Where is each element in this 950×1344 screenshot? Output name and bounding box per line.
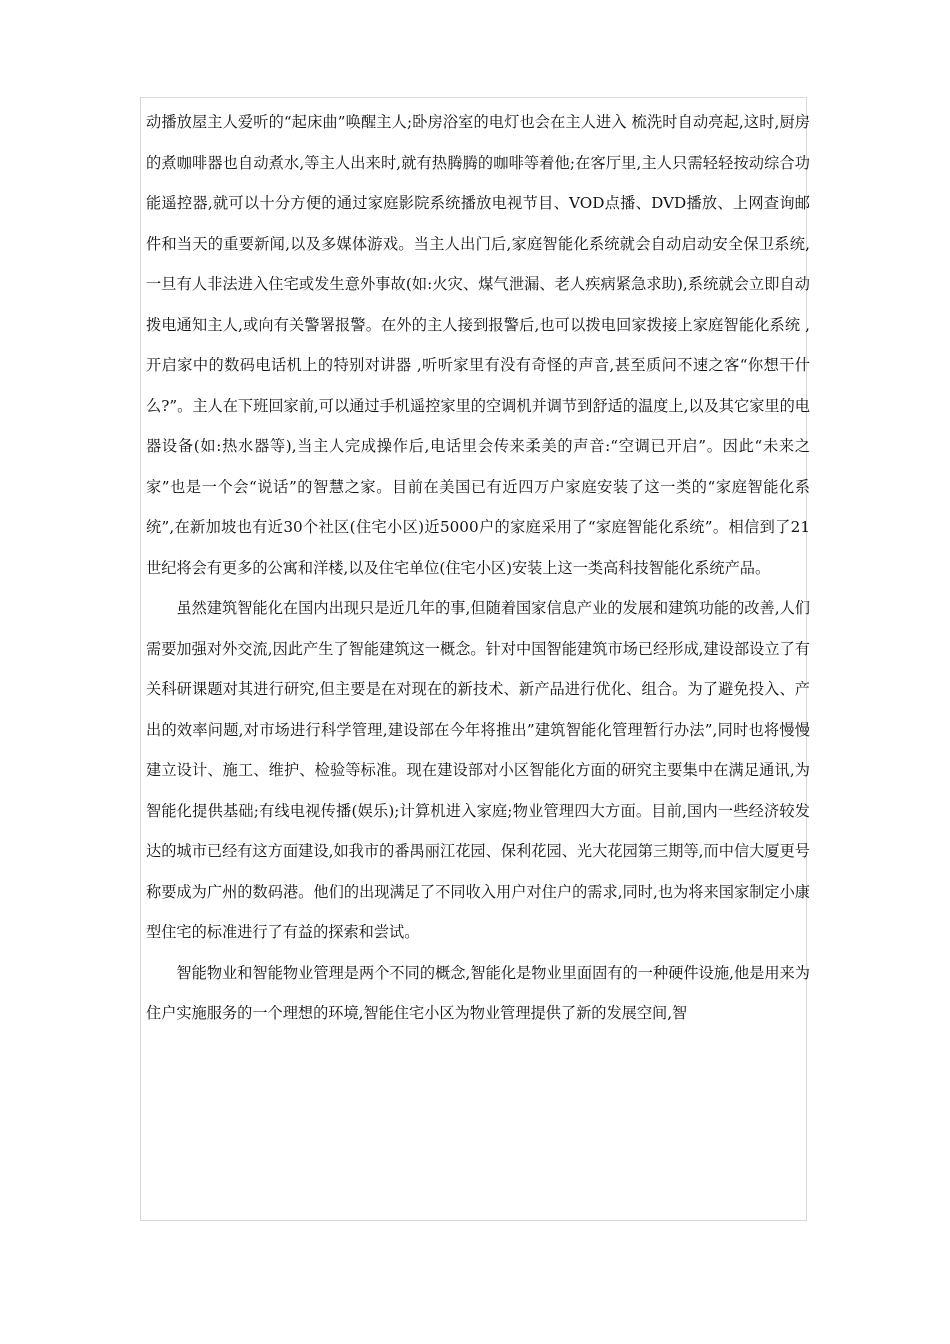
document-body bbox=[146, 102, 810, 1034]
paragraph-3: 智能物业和智能物业管理是两个不同的概念,智能化是物业里面固有的一种硬件设施,他是用来为住户实施服务的一个理想的环境,智能住宅小区为物业管理提供了新的发展空间,智 bbox=[146, 963, 810, 1022]
paragraph-1: 动播放屋主人爱听的“起床曲”唤醒主人;卧房浴室的电灯也会在主人进入 梳洗时自动亮起,这时,厨房的煮咖啡器也自动煮水,等主人出来时,就有热腾腾的咖啡等着他;在客厅里,主人只需轻轻按动综合功能遥控器,就可以十分方便的通过家庭影院系统播放电视节目、VOD点播、DVD播放、上网查询邮件和当天的重要新闻,以及多媒体游戏。当主人出门后,家庭智能化系统就会自动启动安全保卫系统,一旦有人非法进入住宅或发生意外事故(如:火灾、煤气泄漏、老人疾病紧急求助),系统就会立即自动拨电通知主人,或向有关警署报警。在外的主人接到报警后,也可以拨电回家拨接上家庭智能化系统 ,开启家中的数码电话机上的特别对讲器 ,听听家里有没有奇怪的声音,甚至质问不速之客“你想干什么?”。主人在下班回家前,可以通过手机遥控家里的空调机并调节到舒适的温度上,以及其它家里的电器设备(如:热水器等),当主人完成操作后,电话里会传来柔美的声音:“空调已开启”。因此“未来之家”也是一个会“说话”的智慧之家。目前在美国已有近四万户家庭安装了这一类的“家庭智能化系统”,在新加坡也有近30个社区(住宅小区)近5000户的家庭采用了“家庭智能化系统”。相信到了21世纪将会有更多的公寓和洋楼,以及住宅单位(住宅小区)安装上这一类高科技智能化系统产品。 bbox=[146, 113, 810, 577]
paragraph-2: 虽然建筑智能化在国内出现只是近几年的事,但随着国家信息产业的发展和建筑功能的改善,人们需要加强对外交流,因此产生了智能建筑这一概念。针对中国智能建筑市场已经形成,建设部设立了有关科研课题对其进行研究,但主要是在对现在的新技术、新产品进行优化、组合。为了避免投入、产出的效率问题,对市场进行科学管理,建设部在今年将推出”建筑智能化管理暂行办法”,同时也将慢慢建立设计、施工、维护、检验等标准。现在建设部对小区智能化方面的研究主要集中在满足通讯,为智能化提供基础;有线电视传播(娱乐);计算机进入家庭;物业管理四大方面。目前,国内一些经济较发达的城市已经有这方面建设,如我市的番禺丽江花园、保利花园、光大花园第三期等,而中信大厦更号称要成为广州的数码港。他们的出现满足了不同收入用户对住户的需求,同时,也为将来国家制定小康型住宅的标准进行了有益的探索和尝试。 bbox=[146, 599, 810, 941]
